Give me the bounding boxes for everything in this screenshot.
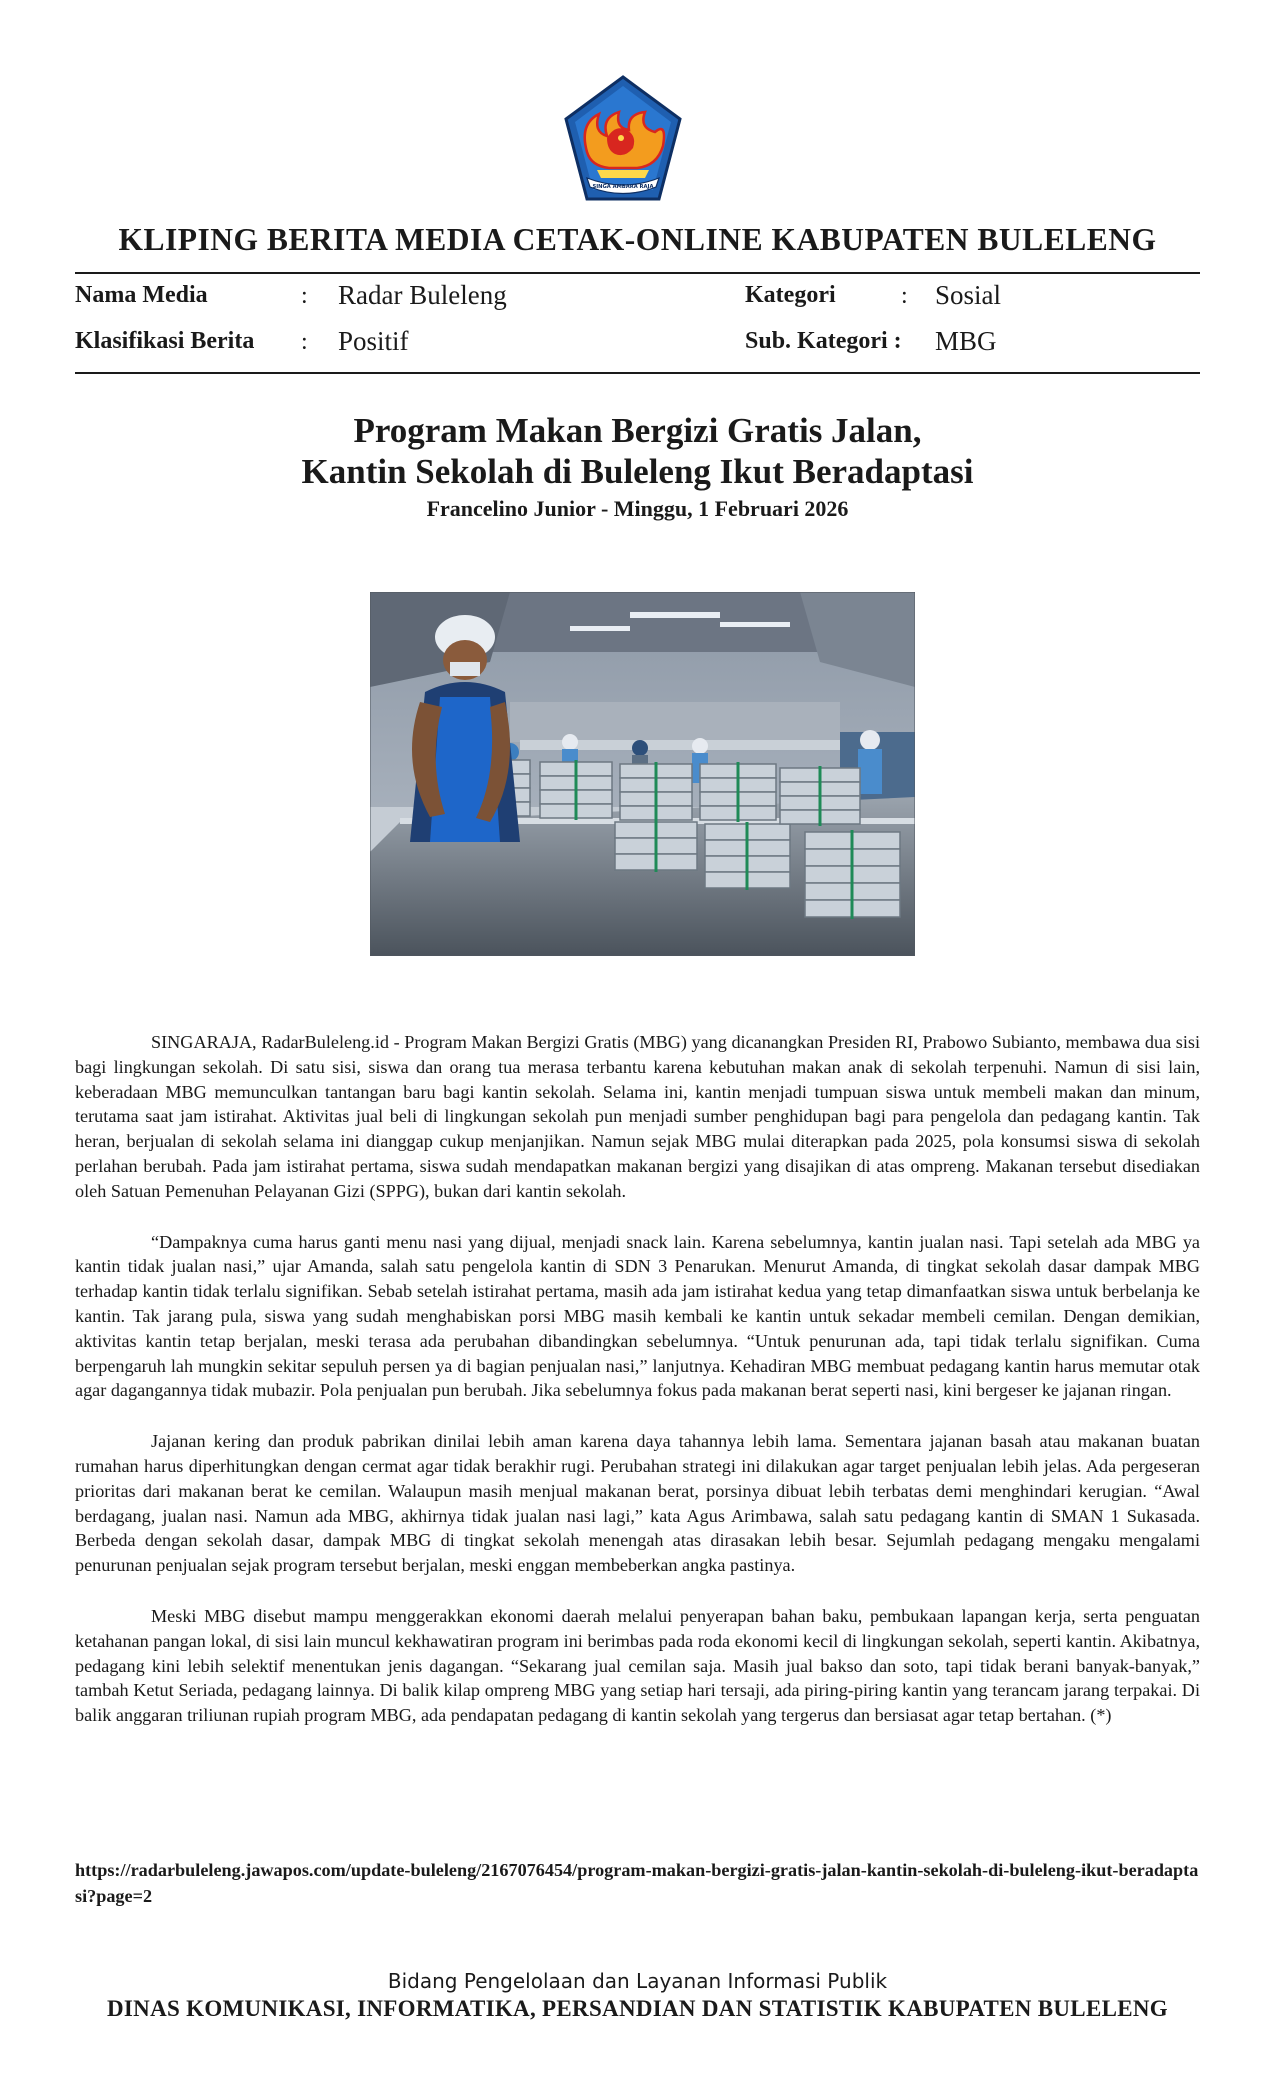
article-paragraph: Meski MBG disebut mampu menggerakkan ekonomi daerah melalui penyerapan bahan baku, pembukaan lapangan kerja, serta penguatan ketahanan pangan lokal, di sisi lain muncul kekhawatiran program ini berimbas pada roda ekonomi kecil di lingkungan sekolah, seperti kantin. Akibatnya, pedagang kini lebih selektif menentukan jenis dagangan. “Sekarang jual cemilan saja. Masih jual bakso dan soto, tapi tidak berani banyak-banyak,” tambah Ketut Seriada, pedagang lainnya. Di balik kilap ompreng MBG yang setiap hari tersaji, ada piring-piring kantin yang terancam jarang terpakai. Di balik anggaran triliunan rupiah program MBG, ada pendapatan pedagang di kantin sekolah yang tergerus dan bersiasat agar tetap bertahan. (*) [75,1605,1200,1726]
article-byline: Francelino Junior - Minggu, 1 Februari 2026 [426,496,849,521]
article-photo-kitchen [370,592,915,956]
buleleng-emblem-logo [563,74,683,202]
footer-unit-name: Bidang Pengelolaan dan Layanan Informasi Publik [387,1969,888,1993]
article-body [75,1030,1200,1754]
category-value: Sosial [935,280,1002,310]
logo-motto-text: SINGA AMBARA RAJA [592,184,654,190]
subcategory-value: MBG [935,326,997,356]
clipping-title: KLIPING BERITA MEDIA CETAK-ONLINE KABUPATEN BULELENG [118,222,1157,257]
header-rule-bottom [75,372,1200,374]
article-paragraph: Jajanan kering dan produk pabrikan dinilai lebih aman karena daya tahannya lebih lama. Sementara jajanan basah atau makanan buatan rumahan harus diperhitungkan dengan cermat agar tidak berakhir rugi. Perubahan strategi ini dilakukan agar target penjualan lebih jelas. Ada pergeseran prioritas dari makanan berat ke cemilan. Walaupun masih menjual makanan berat, porsinya dibuat lebih terbatas demi menghindari kerugian. “Awal berdagang, jualan nasi. Namun ada MBG, akhirnya tidak jualan nasi lagi,” kata Agus Arimbawa, salah satu pedagang kantin di SMAN 1 Sukasada. Berbeda dengan sekolah dasar, dampak MBG di tingkat sekolah menengah atas dirasakan lebih besar. Sejumlah pedagang mengaku mengalami penurunan penjualan sejak program tersebut berjalan, meski enggan membeberkan angka pastinya. [75,1431,1200,1576]
article-paragraph: “Dampaknya cuma harus ganti menu nasi yang dijual, menjadi snack lain. Karena sebelumnya, kantin jualan nasi. Tapi setelah ada MBG ya kantin tidak jualan nasi,” ujar Amanda, salah satu pengelola kantin di SDN 3 Penarukan. Menurut Amanda, di tingkat sekolah dasar dampak MBG terhadap kantin tidak terlalu signifikan. Sebab setelah istirahat pertama, masih ada jam istirahat kedua yang tetap dimanfaatkan siswa untuk berbelanja ke kantin. Tak jarang pula, siswa yang sudah menghabiskan porsi MBG masih kembali ke kantin untuk sekadar membeli cemilan. Dengan demikian, aktivitas kantin tetap berjalan, meski terasa ada perubahan dibandingkan sebelumnya. “Untuk penurunan ada, tapi tidak terlalu signifikan. Cuma berpengaruh lah mungkin sekitar sepuluh persen ya di bagian penjualan nasi,” lanjutnya. Kehadiran MBG membuat pedagang kantin harus memutar otak agar dagangannya tidak mubazir. Pola penjualan pun berubah. Jika sebelumnya fokus pada makanan berat seperti nasi, kini bergeser ke jajanan ringan. [75,1231,1200,1401]
category-label: Kategori [745,282,836,308]
article-headline [75,410,1200,492]
category-colon: : [901,283,908,309]
subcategory-label: Sub. Kategori : [745,328,902,354]
classification-colon: : [301,329,308,355]
header-rule-top [75,272,1200,274]
article-paragraph: SINGARAJA, RadarBuleleng.id - Program Makan Bergizi Gratis (MBG) yang dicanangkan Presiden RI, Prabowo Subianto, membawa dua sisi bagi lingkungan sekolah. Di satu sisi, siswa dan orang tua merasa terbantu karena kebutuhan makan anak di sekolah terpenuhi. Namun di sisi lain, keberadaan MBG memunculkan tantangan baru bagi kantin sekolah. Selama ini, kantin menjadi tumpuan siswa untuk membeli makan dan minum, terutama saat jam istirahat. Aktivitas jual beli di lingkungan sekolah pun menjadi sumber penghidupan bagi para pengelola dan pedagang kantin. Tak heran, berjualan di sekolah selama ini dianggap cukup menjanjikan. Namun sejak MBG mulai diterapkan pada 2025, pola konsumsi siswa di sekolah perlahan berubah. Pada jam istirahat pertama, siswa sudah mendapatkan makanan bergizi yang disajikan di atas ompreng. Makanan tersebut disediakan oleh Satuan Pemenuhan Pelayanan Gizi (SPPG), bukan dari kantin sekolah. [75,1032,1200,1201]
media-name-value: Radar Buleleng [338,280,507,310]
footer-office-name: DINAS KOMUNIKASI, INFORMATIKA, PERSANDIAN DAN STATISTIK KABUPATEN BULELENG [107,1996,1168,2021]
source-url-link[interactable]: https://radarbuleleng.jawapos.com/update-buleleng/2167076454/program-makan-bergizi-gratis-jalan-kantin-sekolah-di-buleleng-ikut-beradaptasi?page=2 [75,1860,1199,1906]
classification-value: Positif [338,326,409,356]
classification-label: Klasifikasi Berita [75,328,255,354]
media-name-label: Nama Media [75,282,208,308]
headline-line-2: Kantin Sekolah di Buleleng Ikut Beradaptasi [301,452,974,491]
headline-line-1: Program Makan Bergizi Gratis Jalan, [353,411,922,450]
media-name-colon: : [301,283,308,309]
